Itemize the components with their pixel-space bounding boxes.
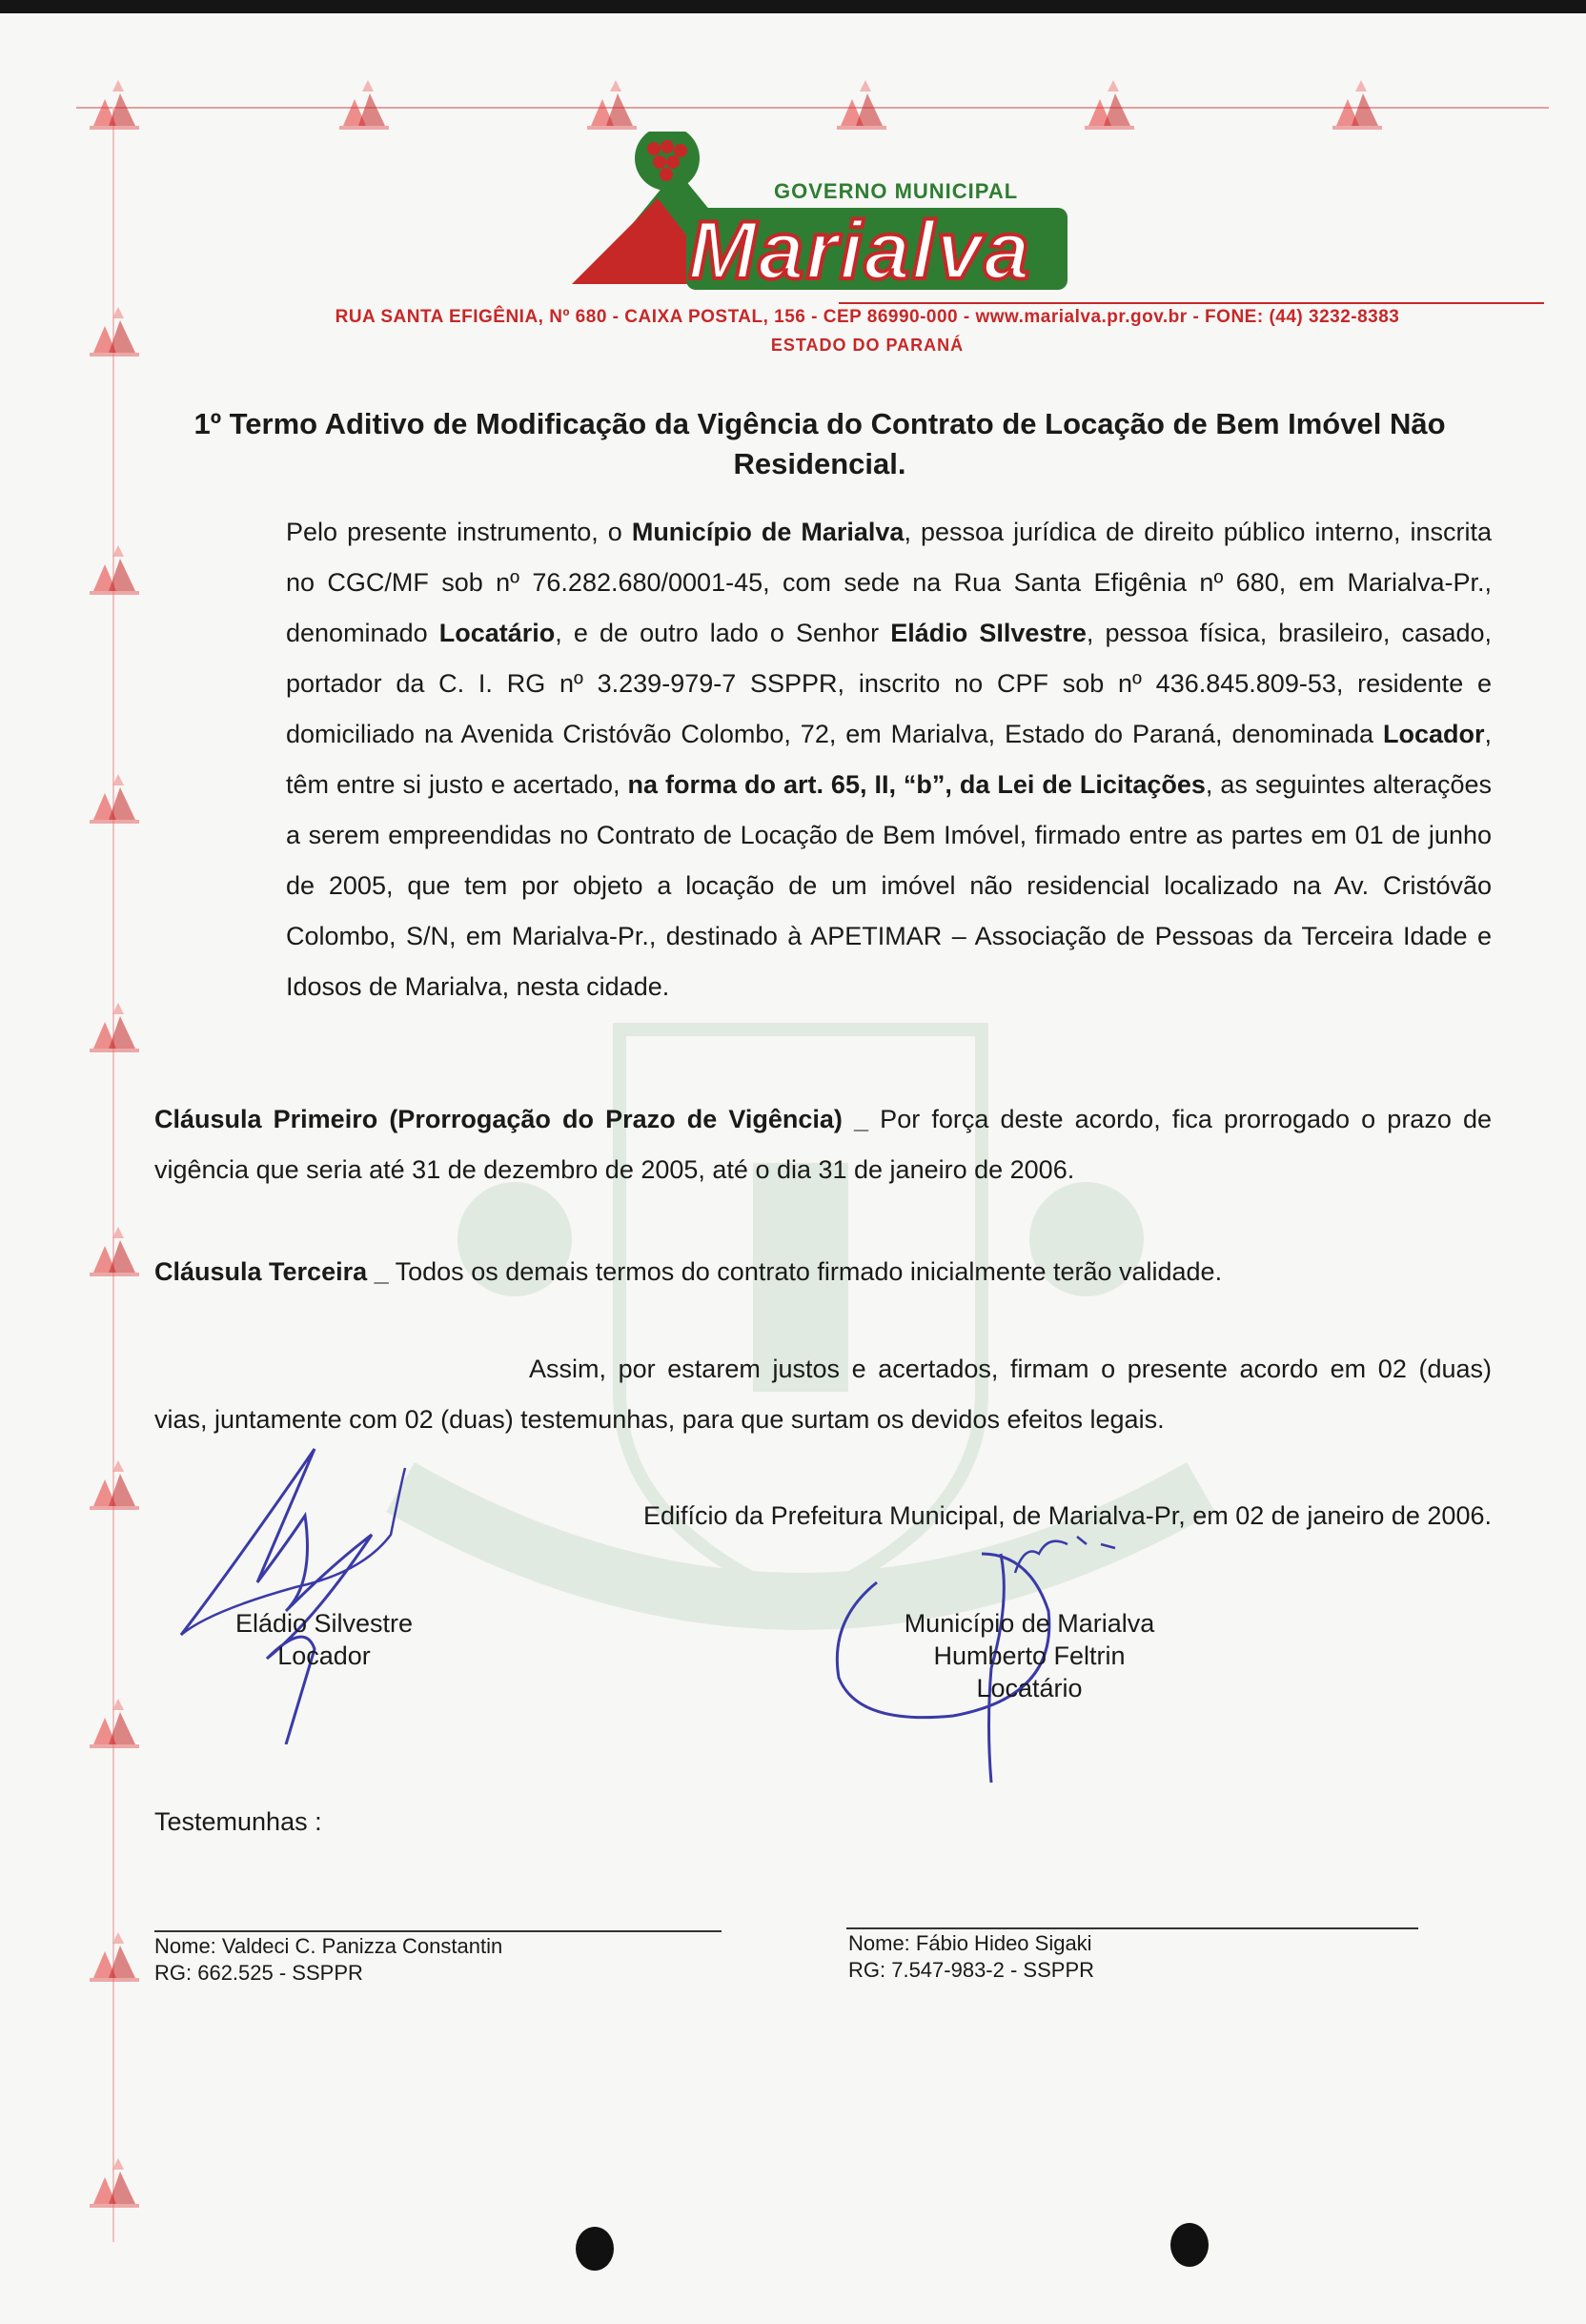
witness-1-signature-line (154, 1930, 722, 1932)
intro-text-6: , as seguintes alterações a serem empreendidas no Contrato de Locação de Bem Imóvel, firmado entre as partes em 01 de junho de 2005, que tem por objeto a locação de um imóvel não residencial localizado na Av. Cristóvão Colombo, S/N, em Marialva-Pr., destinado à APETIMAR – Associação de Pessoas da Terceira Idade e Idosos de Marialva, nesta cidade. (286, 770, 1492, 1001)
brand-mark-icon (831, 78, 892, 132)
brand-mark-icon (84, 1458, 145, 1512)
brand-mark-icon (84, 1225, 145, 1278)
locador-role: Locador (277, 1641, 371, 1670)
clause-first-text: Por força deste acordo, fica prorrogado o prazo de vigência que seria até 31 de dezembro de 2005, até o dia 31 de janeiro de 2006. (154, 1105, 1492, 1184)
brand-mark-icon (84, 543, 145, 597)
locatario-signature-block (839, 1607, 1220, 1704)
lessee-term: Locatário (438, 619, 556, 647)
clause-third (154, 1247, 1492, 1297)
lessor-term: Locador (1382, 720, 1485, 748)
letterhead-state: ESTADO DO PARANÁ (770, 336, 965, 355)
clause-third-heading: Cláusula Terceira _ (154, 1257, 389, 1286)
municipality-name: Município de Marialva (631, 518, 905, 546)
intro-text-2: , pessoa jurídica de direito público interno, inscrita no CGC/MF sob nº 76.282.680/0001-45, com sede na Rua Santa Efigênia nº 680, em Marialva-Pr., denominado (286, 518, 1492, 647)
locador-signature-icon (172, 1430, 438, 1744)
clause-third-text: Todos os demais termos do contrato firmado inicialmente terão validade. (388, 1257, 1223, 1286)
brand-mark-icon (1079, 78, 1140, 132)
locador-name: Eládio Silvestre (234, 1609, 414, 1638)
brand-mark-icon (334, 78, 395, 132)
letterhead-address: RUA SANTA EFIGÊNIA, Nº 680 - CAIXA POSTAL, 156 - CEP 86990-000 - www.marialva.pr.gov.br - FONE: (44) 3232-8383 (335, 307, 1400, 327)
punch-hole-icon (576, 2227, 614, 2271)
city-logo-wordmark: Marialva (688, 205, 1032, 296)
witness-1-block (154, 1933, 502, 1987)
brand-mark-icon (581, 78, 642, 132)
witness-2-signature-line (846, 1927, 1418, 1929)
brand-mark-icon (84, 78, 145, 132)
document-title: 1º Termo Aditivo de Modificação da Vigência do Contrato de Locação de Bem Imóvel Não Residencial. (193, 407, 1446, 480)
locatario-entity: Município de Marialva (904, 1609, 1155, 1638)
brand-mark-icon (84, 2156, 145, 2210)
intro-text-4: , pessoa física, brasileiro, casado, portador da C. I. RG nº 3.239-979-7 SSPPR, inscrito no CPF sob nº 436.845.809-53, residente e domiciliado na Avenida Cristóvão Colombo, 72, em Marialva, Estado do Paraná, denominada (286, 619, 1493, 748)
government-label: GOVERNO MUNICIPAL (774, 179, 1019, 203)
brand-mark-icon (84, 772, 145, 826)
brand-mark-icon (84, 1930, 145, 1984)
witness-2-block (848, 1930, 1094, 1984)
place-date: Edifício da Prefeitura Municipal, de Marialva-Pr, em 02 de janeiro de 2006. (643, 1501, 1492, 1530)
clause-first-heading: Cláusula Primeiro (Prorrogação do Prazo de Vigência) _ (154, 1105, 869, 1133)
lessor-name: Eládio SIlvestre (890, 619, 1087, 647)
intro-text-1: Pelo presente instrumento, o (286, 518, 632, 546)
locatario-name: Humberto Feltrin (933, 1641, 1126, 1670)
legal-basis: na forma do art. 65, II, “b”, da Lei de Licitações (627, 770, 1206, 799)
brand-mark-icon (84, 1697, 145, 1750)
witness-1-name: Nome: Valdeci C. Panizza Constantin (154, 1934, 503, 1958)
locatario-role: Locatário (976, 1674, 1083, 1702)
intro-text-3: , e de outro lado o Senhor (555, 619, 891, 647)
witnesses-label: Testemunhas : (154, 1807, 322, 1836)
locador-signature-block (191, 1607, 458, 1672)
brand-mark-icon (84, 1001, 145, 1054)
closing-paragraph: Assim, por estarem justos e acertados, firmam o presente acordo em 02 (duas) vias, juntamente com 02 (duas) testemunhas, para que surtam os devidos efeitos legais. (154, 1355, 1492, 1434)
letterhead-left-rule (112, 107, 114, 2242)
intro-paragraph (286, 507, 1492, 1012)
witness-2-rg: RG: 7.547-983-2 - SSPPR (848, 1958, 1095, 1982)
scan-top-border (0, 0, 1586, 13)
witness-1-rg: RG: 662.525 - SSPPR (154, 1961, 363, 1985)
clause-first (154, 1094, 1492, 1195)
intro-text-5: , têm entre si justo e acertado, (286, 720, 1492, 799)
brand-mark-icon (84, 305, 145, 358)
address-rule (839, 302, 1544, 304)
brand-mark-icon (1327, 78, 1388, 132)
punch-hole-icon (1170, 2223, 1209, 2267)
witness-2-name: Nome: Fábio Hideo Sigaki (848, 1931, 1092, 1955)
